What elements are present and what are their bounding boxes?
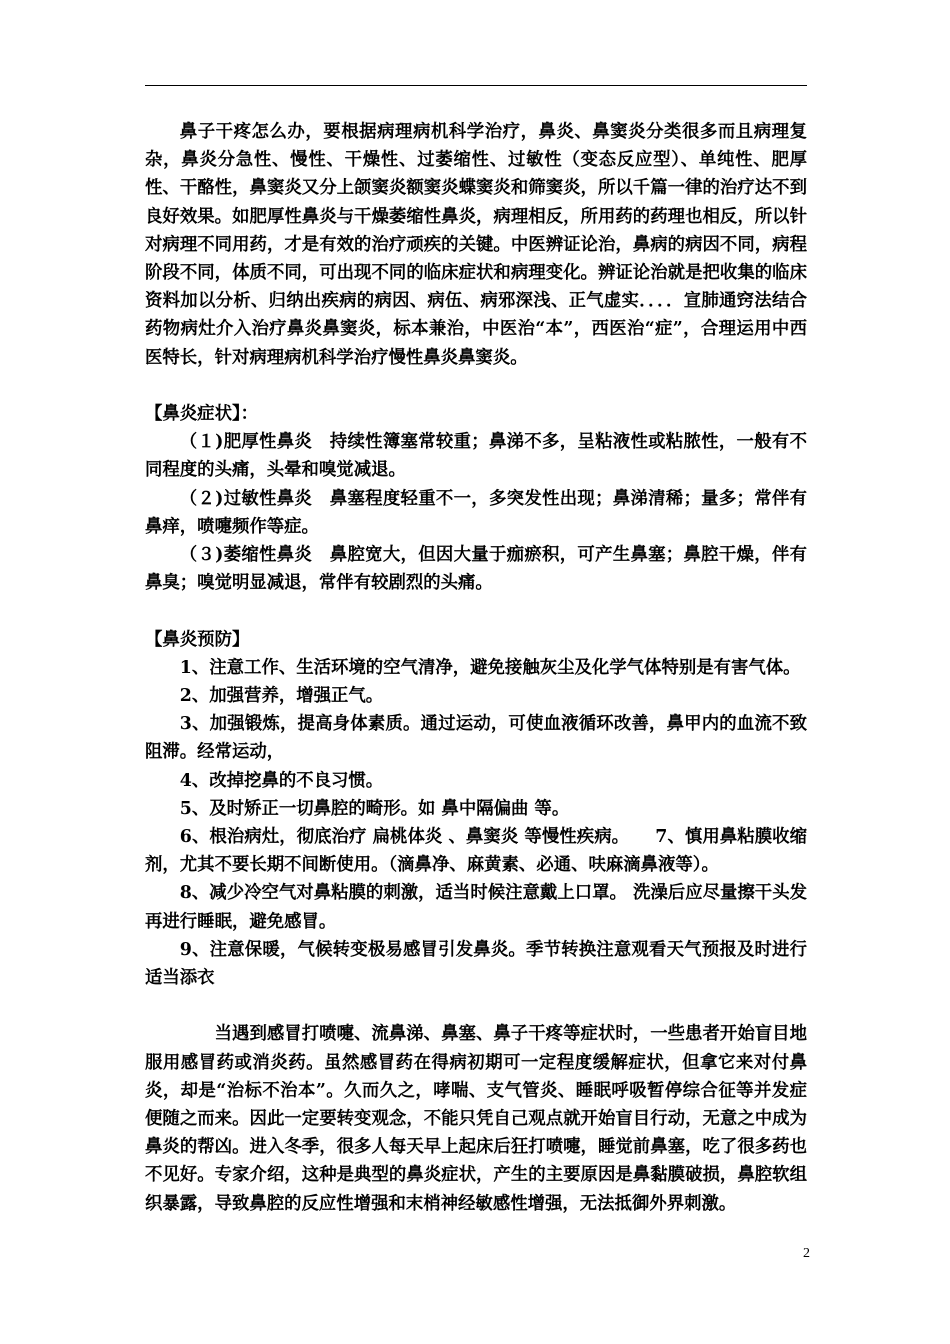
closing-paragraph: 当遇到感冒打喷嚏、流鼻涕、鼻塞、鼻子干疼等症状时，一些患者开始盲目地服用感冒药或消炎药。虽然感冒药在得病初期可一定程度缓解症状，但拿它来对付鼻炎，却是“治标不治本”。久而久之，哮喘、支气管炎、睡眠呼吸暂停综合征等并发症便随之而来。因此一定要转变观念，不能只凭自己观点就开始盲目行动，无意之中成为鼻炎的帮凶。进入冬季，很多人每天早上起床后狂打喷嚏，睡觉前鼻塞，吃了很多药也不见好。专家介绍，这种是典型的鼻炎症状，产生的主要原因是鼻黏膜破损，鼻腔软组织暴露，导致鼻腔的反应性增强和末梢神经敏感性增强，无法抵御外界刺激。 [145,1024,807,1214]
prevention-item-3: 3、加强锻炼，提高身体素质。通过运动，可使血液循环改善，鼻甲内的血流不致阻滞。经常运动， [145,714,807,763]
symptom-item-2: （２)过敏性鼻炎 鼻塞程度轻重不一，多突发性出现；鼻涕清稀；量多；常伴有鼻痒，喷嚏频作等症。 [145,488,807,537]
spacer [145,372,807,400]
spacer [145,597,807,625]
spacer [145,992,807,1020]
symptom-item-1: （１)肥厚性鼻炎 持续性簿塞常较重；鼻涕不多，呈粘液性或粘脓性，一般有不同程度的头痛，头晕和嗅觉减退。 [145,432,807,481]
symptoms-heading: 【鼻炎症状】： [145,404,259,425]
prevention-heading: 【鼻炎预防】 [145,629,250,650]
prevention-item-4: 4、改掉挖鼻的不良习惯。 [179,770,384,791]
prevention-item-5: 5、及时矫正一切鼻腔的畸形。如 鼻中隔偏曲 等。 [179,798,570,819]
prevention-item-1: 1、注意工作、生活环境的空气清净，避免接触灰尘及化学气体特别是有害气体。 [179,657,801,678]
document-body [145,118,807,1218]
prevention-item-8: 8、减少冷空气对鼻粘膜的刺激，适当时候注意戴上口罩。 洗澡后应尽量擦干头发再进行睡眠，避免感冒。 [145,883,807,932]
intro-paragraph: 鼻子干疼怎么办，要根据病理病机科学治疗，鼻炎、鼻窦炎分类很多而且病理复杂，鼻炎分急性、慢性、干燥性、过萎缩性、过敏性（变态反应型）、单纯性、肥厚性、干酪性，鼻窦炎又分上颌窦炎额窦炎蝶窦炎和筛窦炎，所以千篇一律的治疗达不到良好效果。如肥厚性鼻炎与干燥萎缩性鼻炎，病理相反，所用药的药理也相反，所以针对病理不同用药，才是有效的治疗顽疾的关键。中医辨证论治，鼻病的病因不同，病程阶段不同，体质不同，可出现不同的临床症状和病理变化。辨证论治就是把收集的临床资料加以分析、归纳出疾病的病因、病伍、病邪深浅、正气虚实．．．．宣肺通窍法结合药物病灶介入治疗鼻炎鼻窦炎，标本兼治，中医治“本”，西医治“症”，合理运用中西医特长，针对病理病机科学治疗慢性鼻炎鼻窦炎。 [145,122,807,368]
prevention-item-6-7: 6、根治病灶，彻底治疗 扁桃体炎 、鼻窦炎 等慢性疾病。 7、慎用鼻粘膜收缩剂，尤其不要长期不间断使用。（滴鼻净、麻黄素、必通、呋麻滴鼻液等）。 [145,827,807,876]
prevention-item-2: 2、加强营养，增强正气。 [179,686,384,707]
prevention-item-9: 9、注意保暖，气候转变极易感冒引发鼻炎。季节转换注意观看天气预报及时进行适当添衣 [145,939,807,989]
symptom-item-3: （３)萎缩性鼻炎 鼻腔宽大，但因大量于痂瘀积，可产生鼻塞；鼻腔干燥，伴有鼻臭；嗅觉明显减退，常伴有较剧烈的头痛。 [145,545,807,594]
header-rule [145,85,807,86]
page-number: 2 [803,1246,810,1261]
